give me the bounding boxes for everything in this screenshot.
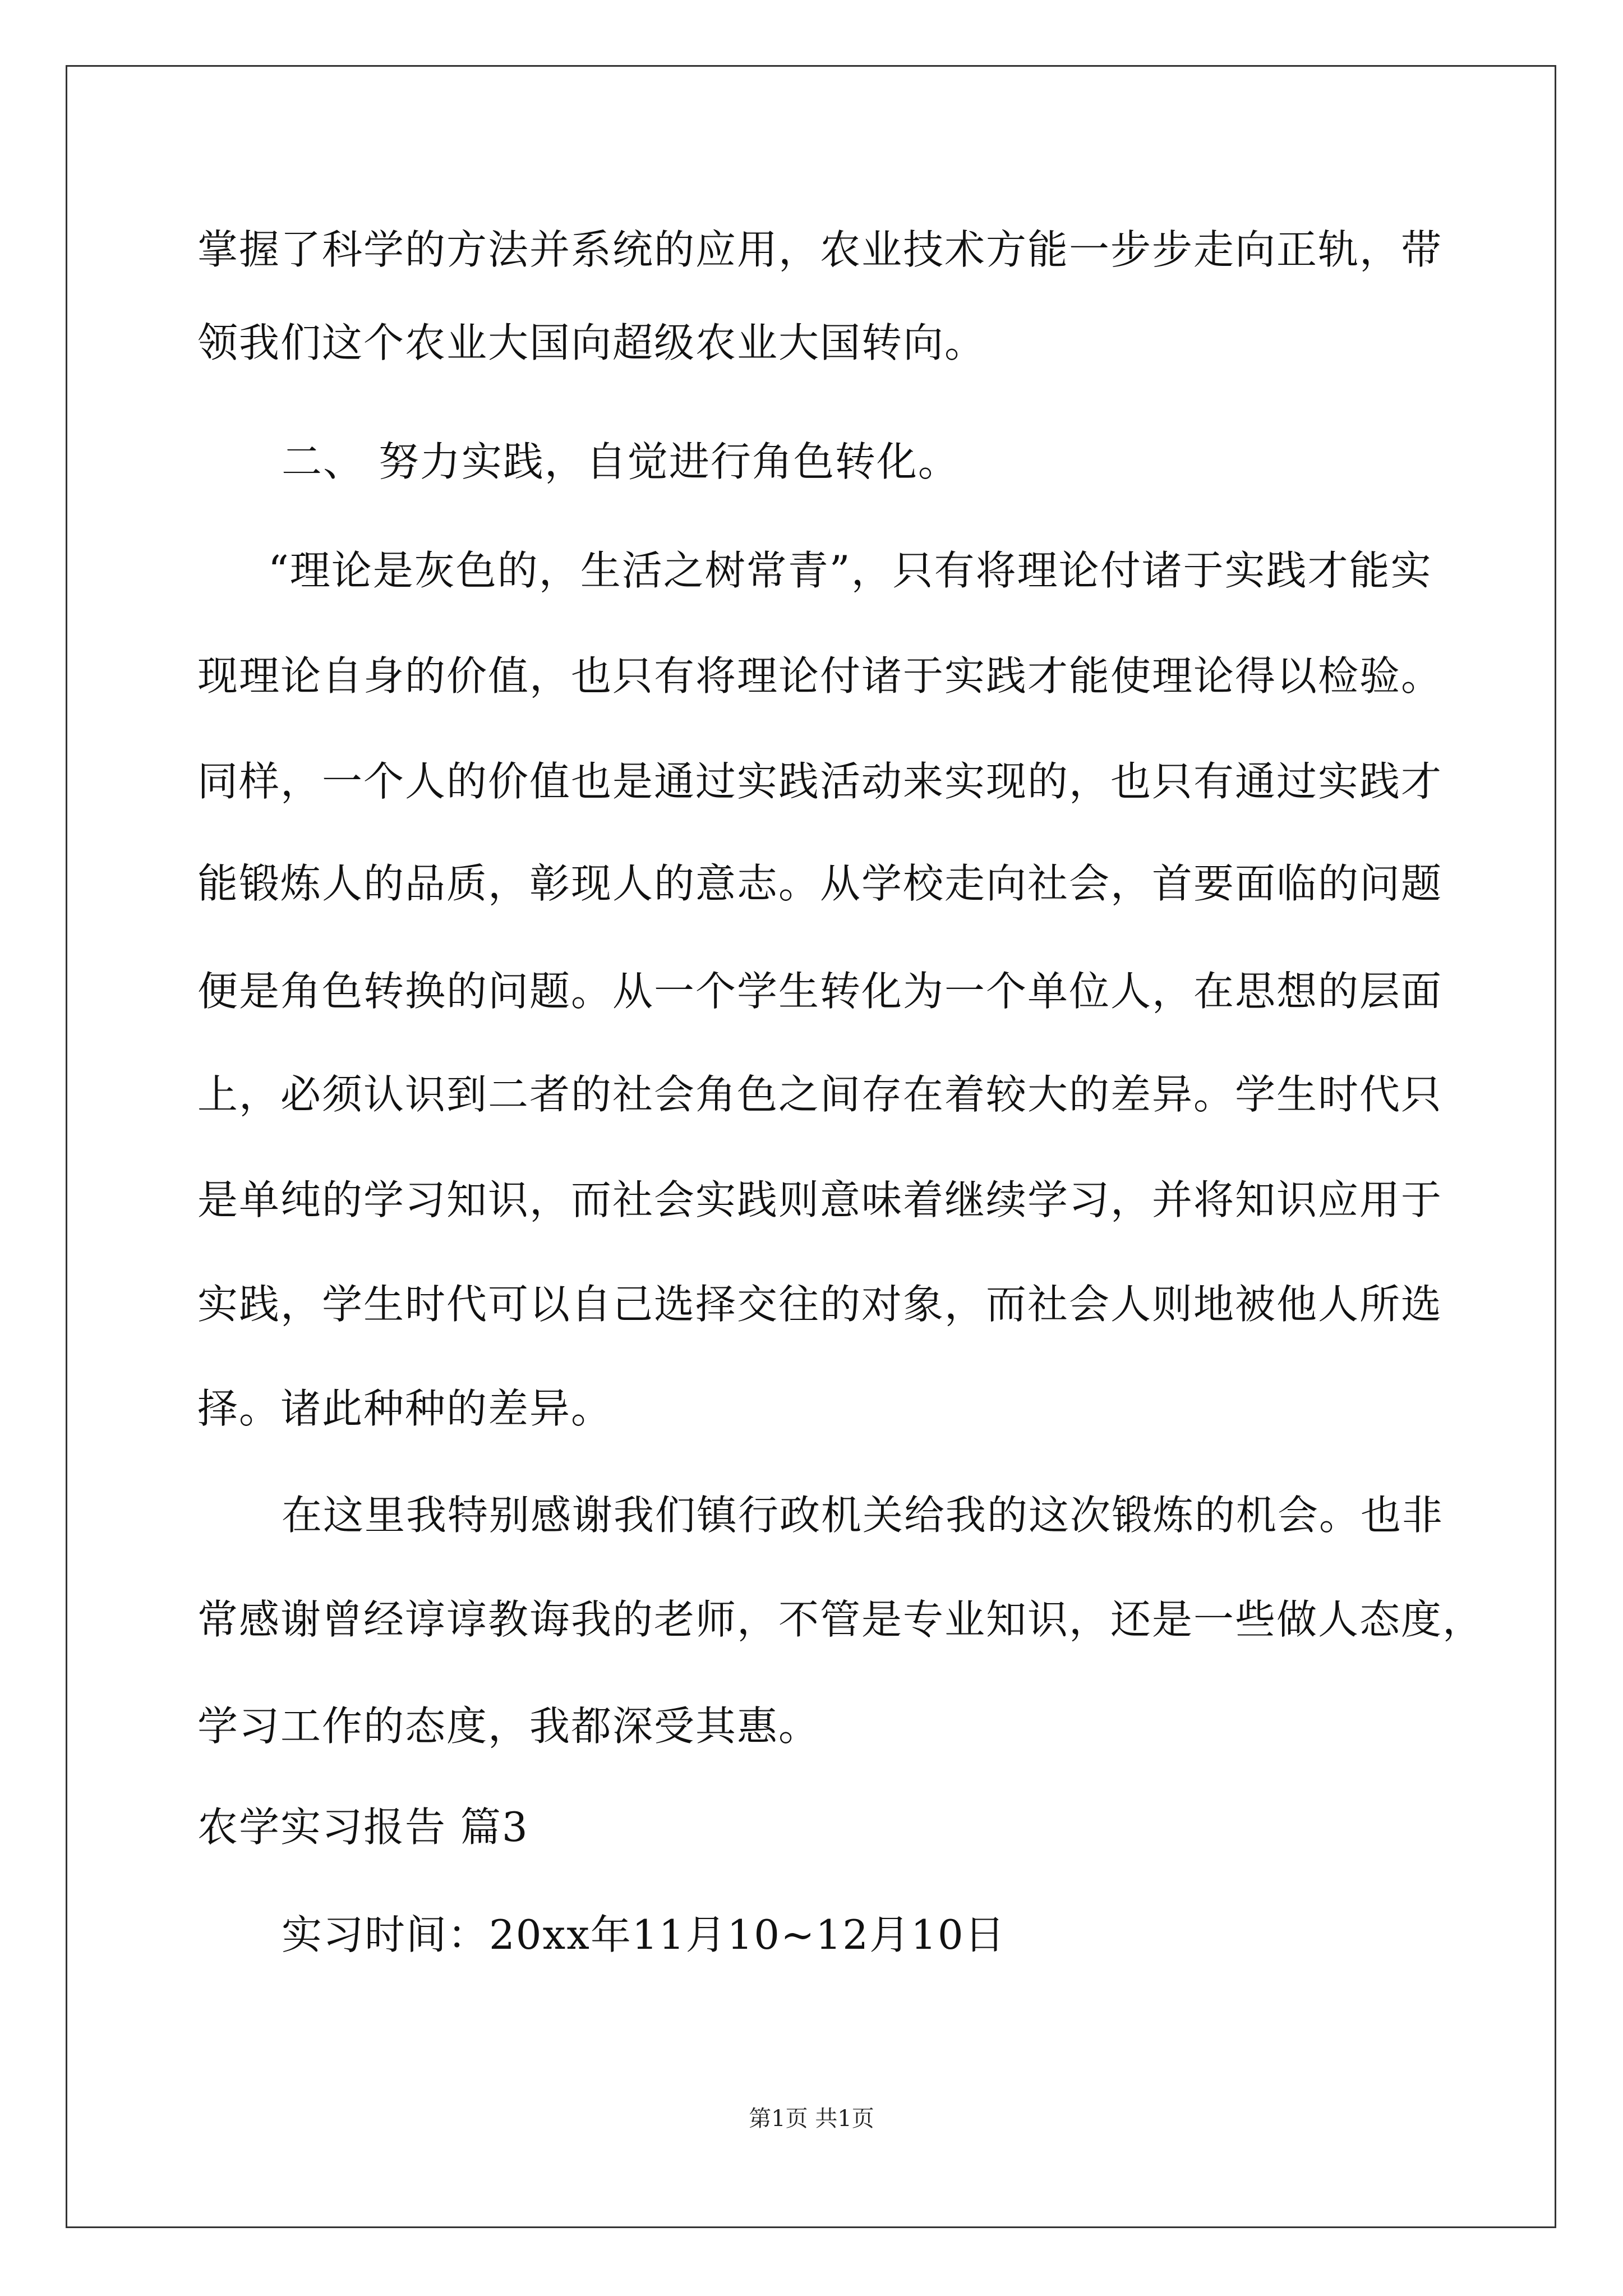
body-line: 常感谢曾经谆谆教诲我的老师，不管是专业知识，还是一些做人态度， [197, 1596, 1484, 1643]
body-line: 学习工作的态度，我都深受其惠。 [197, 1703, 820, 1750]
section-heading: 二、 努力实践，自觉进行角色转化。 [282, 438, 960, 485]
page-number-footer: 第1页 共1页 [749, 2106, 874, 2132]
page-border [66, 65, 1556, 2228]
internship-period: 实习时间：20xx年11月10~12月10日 [282, 1911, 1006, 1958]
body-line: 掌握了科学的方法并系统的应用，农业技术方能一步步走向正轨，带 [197, 226, 1443, 273]
body-line: 在这里我特别感谢我们镇行政机关给我的这次锻炼的机会。也非 [282, 1492, 1444, 1539]
body-line: 领我们这个农业大国向超级农业大国转向。 [197, 319, 986, 366]
body-line: 是单纯的学习知识，而社会实践则意味着继续学习，并将知识应用于 [197, 1176, 1443, 1223]
body-line: 现理论自身的价值，也只有将理论付诸于实践才能使理论得以检验。 [197, 652, 1443, 700]
body-line: “理论是灰色的，生活之树常青”，只有将理论付诸于实践才能实 [268, 547, 1432, 594]
body-line: 实践，学生时代可以自己选择交往的对象，而社会人则地被他人所选 [197, 1281, 1443, 1328]
body-line: 能锻炼人的品质，彰现人的意志。从学校走向社会，首要面临的问题 [197, 860, 1443, 907]
body-line: 择。诸此种种的差异。 [197, 1385, 613, 1432]
section-title: 农学实习报告 篇3 [197, 1803, 529, 1851]
body-line: 上，必须认识到二者的社会角色之间存在着较大的差异。学生时代只 [197, 1071, 1443, 1118]
body-line: 同样，一个人的价值也是通过实践活动来实现的，也只有通过实践才 [197, 758, 1443, 805]
body-line: 便是角色转换的问题。从一个学生转化为一个单位人，在思想的层面 [197, 968, 1443, 1015]
